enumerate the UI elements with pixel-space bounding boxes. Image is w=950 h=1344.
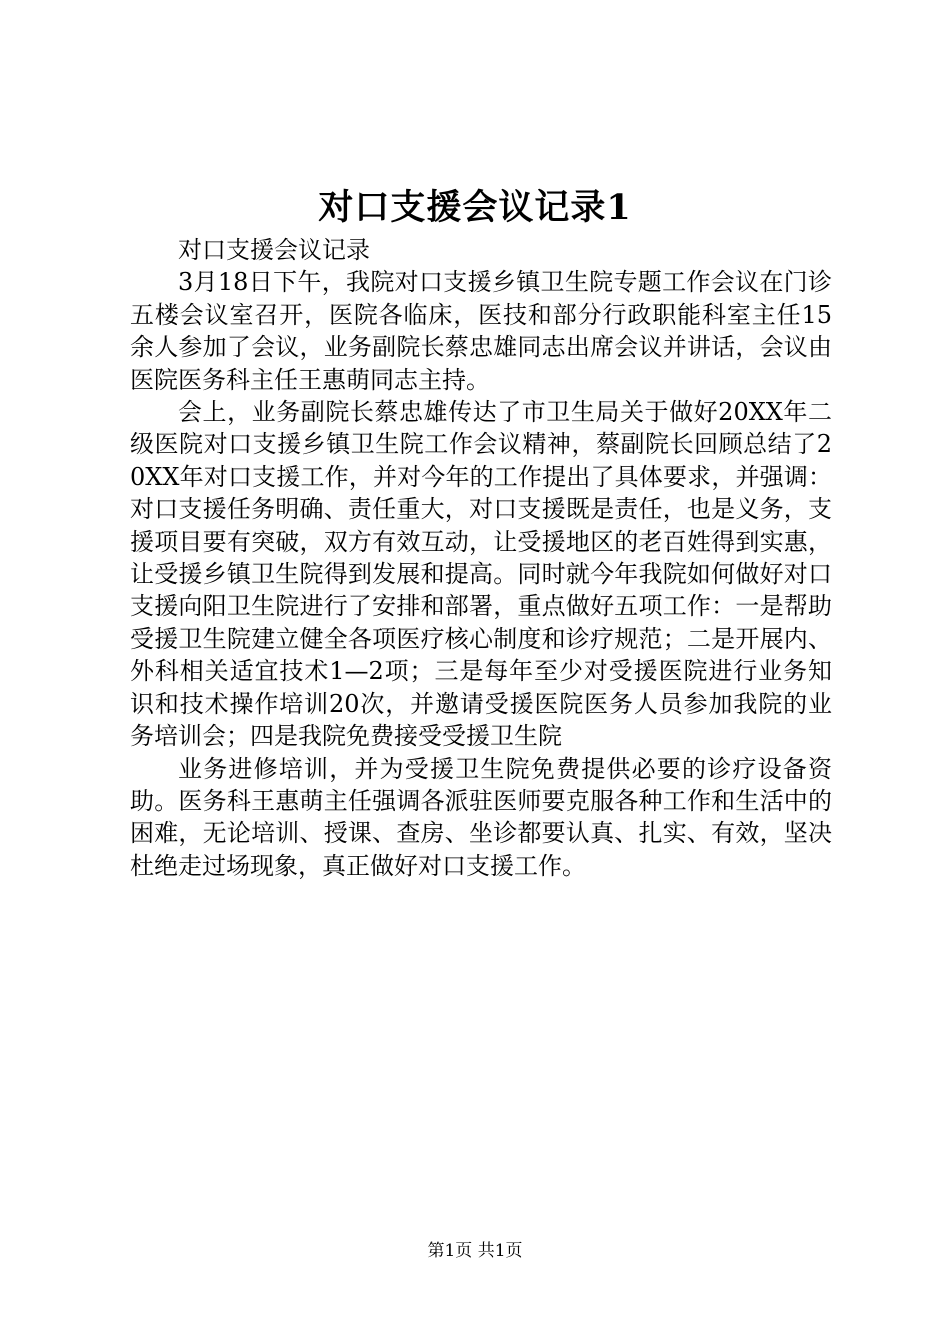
document-body [130,234,832,882]
page-footer: 第1页 共1页 [427,1241,523,1261]
paragraph-heading: 对口支援会议记录 [178,236,370,264]
paragraph-meeting-intro: 3月18日下午，我院对口支援乡镇卫生院专题工作会议在门诊五楼会议室召开，医院各临床，医技和部分行政职能科室主任15余人参加了会议，业务副院长蔡忠雄同志出席会议并讲话，会议由医院医务科主任王惠萌同志主持。 [130,268,832,394]
paragraph-meeting-conclusion: 业务进修培训，并为受援卫生院免费提供必要的诊疗设备资助。医务科王惠萌主任强调各派驻医师要克服各种工作和生活中的困难，无论培训、授课、查房、坐诊都要认真、扎实、有效，坚决杜绝走过场现象，真正做好对口支援工作。 [130,754,832,880]
document-title: 对口支援会议记录1 [318,187,632,228]
paragraph-meeting-content: 会上，业务副院长蔡忠雄传达了市卫生局关于做好20XX年二级医院对口支援乡镇卫生院工作会议精神，蔡副院长回顾总结了20XX年对口支援工作，并对今年的工作提出了具体要求，并强调：对口支援任务明确、责任重大，对口支援既是责任，也是义务，支援项目要有突破，双方有效互动，让受援地区的老百姓得到实惠，让受援乡镇卫生院得到发展和提高。同时就今年我院如何做好对口支援向阳卫生院进行了安排和部署，重点做好五项工作：一是帮助受援卫生院建立健全各项医疗核心制度和诊疗规范；二是开展内、外科相关适宜技术1—2项；三是每年至少对受援医院进行业务知识和技术操作培训20次，并邀请受援医院医务人员参加我院的业务培训会；四是我院免费接受受援卫生院 [130,398,832,751]
